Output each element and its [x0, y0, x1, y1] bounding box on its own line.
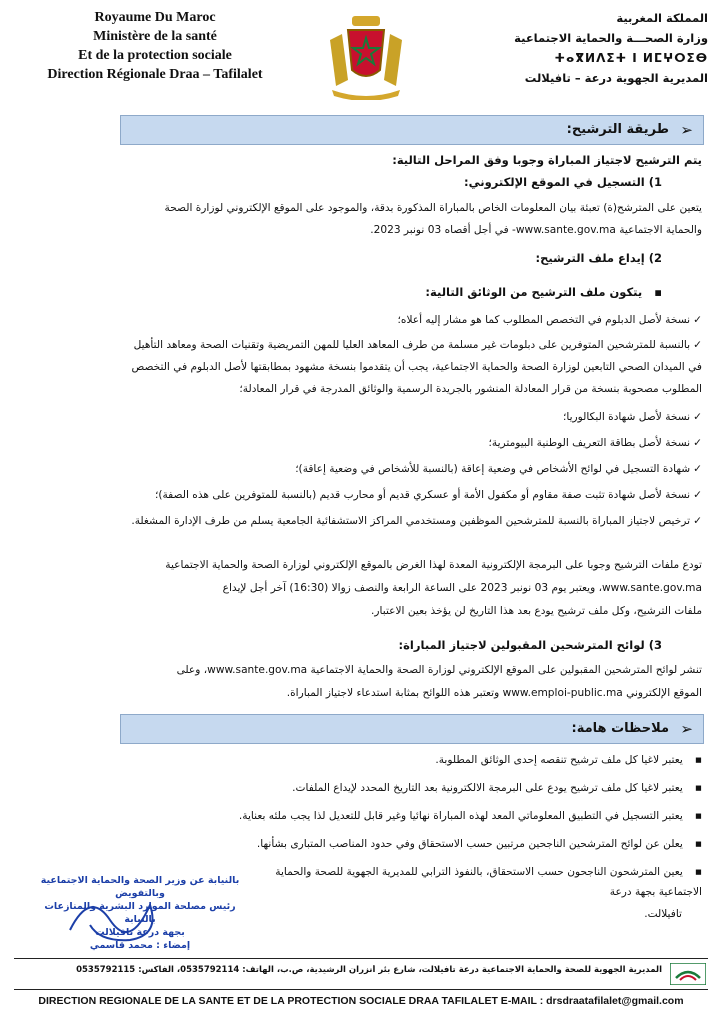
doc-item: ✓ ترخيص لاجتياز المباراة بالنسبة للمترشحين الموظفين ومستخدمي المراكز الاستشفائية الجامعية يسلم من طرف الإدارة المشغلة.: [14, 511, 702, 531]
signature-line: بالنيابة عن وزير الصحة والحماية الاجتماعية: [40, 875, 240, 886]
section-title: طريقة الترشيح:: [566, 122, 669, 137]
step1-title: 1) التسجيل في الموقع الإلكتروني:: [464, 175, 662, 189]
footer-rule-bottom: [14, 989, 708, 990]
header-fr-line: Ministère de la santé: [93, 29, 217, 44]
footer-arabic-contact: المديرية الجهوية للصحة والحماية الاجتماعية درعة تافيلالت، شارع بئر أنزران الرشيدية، ص.ب، الهاتف: 0535792114، الفاكس: 0535792115: [76, 965, 662, 975]
doc-item: ✓ نسخة لأصل شهادة البكالوريا؛: [14, 407, 702, 427]
header-ar-line: المملكة المغربية: [616, 11, 708, 25]
footer-french-contact: DIRECTION REGIONALE DE LA SANTE ET DE LA PROTECTION SOCIALE DRAA TAFILALET E-MAIL : drsdraatafilalet@gmail.com: [38, 995, 684, 1007]
step1-text: والحماية الاجتماعية www.sante.gov.ma- في أجل أقصاه 03 نونبر 2023.: [370, 224, 702, 236]
signature-line: بجهة درعة تافيلالت: [95, 927, 185, 938]
signature-line: رئيس مصلحة الموارد البشرية والمنازعات بالنيابة: [44, 901, 236, 925]
header-arabic: [458, 8, 708, 88]
step1-text: يتعين على المترشح(ة) تعبئة بيان المعلومات الخاص بالمباراة المذكورة بدقة، والموجود على الموقع الإلكتروني لوزارة الصحة: [164, 202, 702, 214]
signature-line: إمضاء : محمد قاسمي: [89, 940, 191, 951]
note-item: ▪ يعتبر لاغيا كل ملف ترشيح يودع على البرمجة الالكترونية بعد التاريخ المحدد لإيداع الملفات.: [14, 778, 702, 798]
ministry-logo-icon: [670, 963, 706, 985]
header-french: [14, 8, 296, 84]
step3-text: تنشر لوائح المترشحين المقبولين على الموقع الإلكتروني لوزارة الصحة والحماية الاجتماعية www.sante.gov.ma، وعلى: [176, 664, 702, 676]
note-item-cont: تافيلالت.: [644, 908, 682, 920]
note-item: ▪ يعين المترشحون الناجحون حسب الاستحقاق، بالنفوذ الترابي للمديرية الجهوية للصحة والحماية الاجتماعية بجهة درعة: [250, 862, 702, 902]
step3-text: الموقع الإلكتروني www.emploi-public.ma وتعتبر هذه اللوائح بمثابة استدعاء لاجتياز المباراة.: [286, 687, 702, 699]
section-intro: يتم الترشيح لاجتياز المباراة وجوبا وفق المراحل التالية:: [392, 153, 702, 167]
header-fr-line: Et de la protection sociale: [78, 48, 232, 63]
step2-title: 2) إيداع ملف الترشيح:: [535, 251, 662, 265]
step3-title: 3) لوائح المترشحين المقبولين لاجتياز المباراة:: [398, 638, 662, 652]
docs-title: ▪ يتكون ملف الترشيح من الوثائق التالية:: [14, 282, 662, 302]
header-ar-line: المديرية الجهوية درعة – تافيلالت: [524, 71, 708, 85]
section-bar-application: [120, 115, 704, 145]
doc-item: ✓ نسخة لأصل شهادة تثبت صفة مقاوم أو مكفول الأمة أو عسكري قديم أو محارب قديم (بالنسبة للمتوفرين على هذه الصفة)؛: [14, 485, 702, 505]
signature-line: وبالتفويض: [115, 888, 165, 899]
royal-emblem-icon: [318, 10, 414, 100]
header-fr-line: Royaume Du Maroc: [94, 10, 216, 25]
header-ar-line: وزارة الصحـــة والحماية الاجتماعية: [514, 31, 708, 45]
section-bar-notes: [120, 714, 704, 744]
doc-item: ✓ نسخة لأصل بطاقة التعريف الوطنية البيومترية؛: [14, 433, 702, 453]
handwritten-signature: [60, 880, 180, 950]
footer-rule-top: [14, 958, 708, 959]
note-item: ▪ يعتبر التسجيل في التطبيق المعلوماتي المعد لهذه المباراة نهائيا وغير قابل للتعديل لذا يجب ملئه بعناية.: [14, 806, 702, 826]
doc-item: ✓ شهادة التسجيل في لوائح الأشخاص في وضعية إعاقة (بالنسبة للأشخاص في وضعية إعاقة)؛: [14, 459, 702, 479]
header-fr-line: Direction Régionale Draa – Tafilalet: [47, 67, 263, 82]
section-title: ملاحظات هامة:: [571, 721, 669, 736]
note-item: ▪ يعلن عن لوائح المترشحين الناجحين مرتبين حسب الاستحقاق وفي حدود المناصب المتبارى بشأنها.: [14, 834, 702, 854]
pencil-arrow-icon: ➢: [680, 121, 693, 139]
header-tifinagh-line: ⵜⴰⴳⵍⴷⵉⵜ ⵏ ⵍⵎⵖⵔⵉⴱ: [554, 51, 708, 65]
doc-item: ✓ بالنسبة للمترشحين المتوفرين على دبلومات غير مسلمة من طرف المعاهد العليا للمهن التمريضية وتقنيات الصحة ومعاهد التأهيل: [14, 335, 702, 355]
note-item: ▪ يعتبر لاغيا كل ملف ترشيح تنقصه إحدى الوثائق المطلوبة.: [14, 750, 702, 770]
doc-item-cont: في الميدان الصحي التابعين لوزارة الصحة والحماية الاجتماعية، يجب أن يتقدموا بنسخة مشهود بمطابقتها لأصل الدبلوم في التخصص: [131, 361, 702, 373]
doc-item: ✓ نسخة لأصل الدبلوم في التخصص المطلوب كما هو مشار إليه أعلاه؛: [14, 310, 702, 330]
pencil-arrow-icon: ➢: [680, 720, 693, 738]
deposit-text: ملفات الترشيح، وكل ملف ترشيح يودع بعد هذا التاريخ لن يؤخذ بعين الاعتبار.: [371, 605, 702, 617]
deposit-text: www.sante.gov.ma، ويعتبر يوم 03 نونبر 2023 على الساعة الرابعة والنصف زوالا (16:30) آخر أجل لإيداع: [222, 582, 702, 594]
deposit-text: تودع ملفات الترشيح وجوبا على البرمجة الإلكترونية المعدة لهذا الغرض بالموقع الإلكتروني لوزارة الصحة والحماية الاجتماعية: [165, 559, 702, 571]
doc-item-cont: المطلوب مصحوبة بنسخة من قرار المعادلة المنشور بالجريدة الرسمية والوثائق المدرجة في قرار المعادلة؛: [239, 383, 702, 395]
